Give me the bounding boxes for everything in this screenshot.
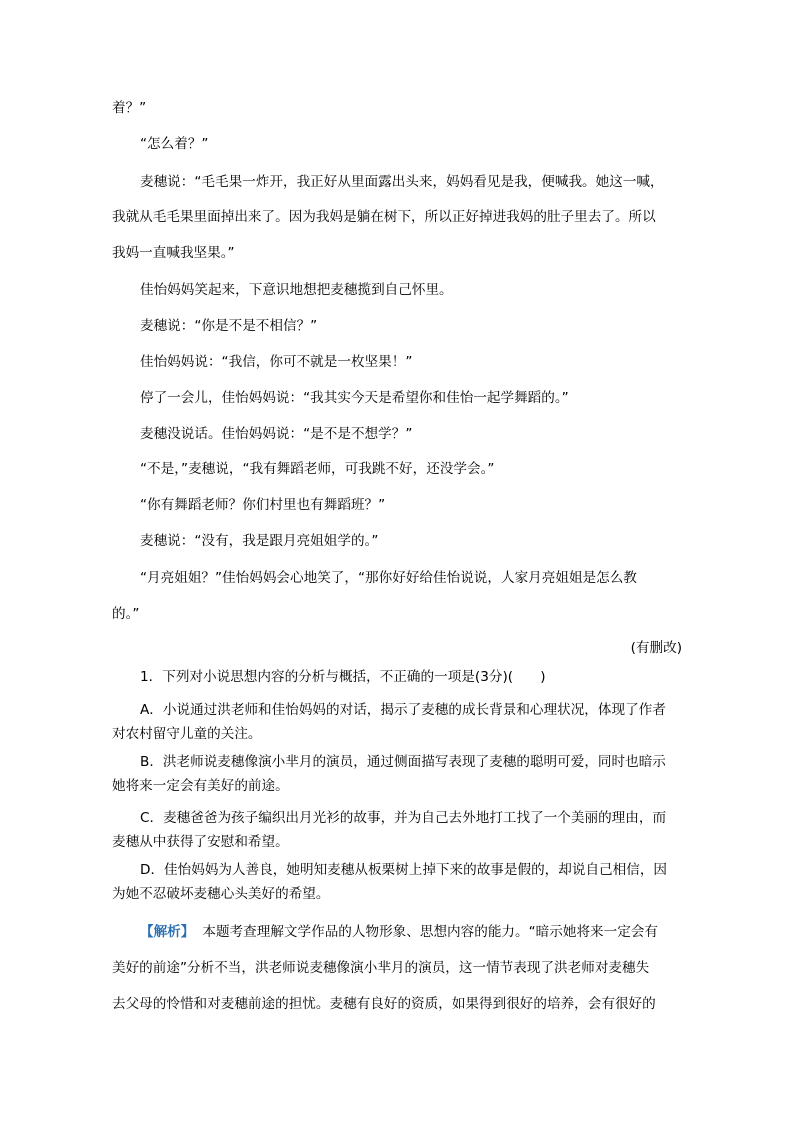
story-line: “月亮姐姐？”佳怡妈妈会心地笑了，“那你好好给佳怡说说，人家月亮姐姐是怎么教 <box>140 570 637 586</box>
analysis-label: 【解析】 <box>140 924 195 940</box>
story-line: 麦穗说：“毛毛果一炸开，我正好从里面露出头来，妈妈看见是我，便喊我。她这一喊， <box>140 174 664 190</box>
story-paragraph: 麦穗说：“你是不是不相信？” <box>140 318 318 334</box>
story-line: 我就从毛毛果里面掉出来了。因为我妈是躺在树下，所以正好掉进我妈的肚子里去了。所以 <box>112 209 656 225</box>
option-a-line: 对农村留守儿童的关注。 <box>112 726 262 742</box>
story-line: 的。” <box>112 606 140 622</box>
option-b-line: B．洪老师说麦穗像演小芈月的演员，通过侧面描写表现了麦穗的聪明可爱，同时也暗示 <box>140 754 666 770</box>
story-paragraph: 佳怡妈妈说：“我信，你可不就是一枚坚果！” <box>140 354 413 370</box>
story-paragraph: 麦穗没说话。佳怡妈妈说：“是不是不想学？” <box>140 426 413 442</box>
option-c-line: 麦穗从中获得了安慰和希望。 <box>112 834 289 850</box>
option-d-line: D．佳怡妈妈为人善良，她明知麦穗从板栗树上掉下来的故事是假的，却说自己相信，因 <box>140 862 668 878</box>
analysis-line: 美好的前途”分析不当，洪老师说麦穗像演小芈月的演员，这一情节表现了洪老师对麦穗失 <box>112 960 650 976</box>
option-d-line: 为她不忍破坏麦穗心头美好的希望。 <box>112 886 330 902</box>
story-paragraph: 麦穗说：“没有，我是跟月亮姐姐学的。” <box>140 533 379 549</box>
story-paragraph: 佳怡妈妈笑起来，下意识地想把麦穗揽到自己怀里。 <box>140 282 453 298</box>
story-line: 着？” <box>112 100 147 116</box>
edit-note: (有删改) <box>630 640 682 656</box>
question-stem: 1．下列对小说思想内容的分析与概括，不正确的一项是(3分)( ) <box>140 669 546 685</box>
story-paragraph: “你有舞蹈老师？你们村里也有舞蹈班？” <box>140 497 386 513</box>
story-paragraph: “怎么着？” <box>140 136 209 152</box>
option-b-line: 她将来一定会有美好的前途。 <box>112 778 289 794</box>
option-c-line: C．麦穗爸爸为孩子编织出月光衫的故事，并为自己去外地打工找了一个美丽的理由，而 <box>140 810 667 826</box>
analysis-line <box>140 922 685 942</box>
story-paragraph: 停了一会儿，佳怡妈妈说：“我其实今天是希望你和佳怡一起学舞蹈的。” <box>140 390 569 406</box>
story-paragraph: “不是，”麦穗说，“我有舞蹈老师，可我跳不好，还没学会。” <box>140 461 495 477</box>
analysis-text: 本题考查理解文学作品的人物形象、思想内容的能力。“暗示她将来一定会有 <box>202 924 659 940</box>
story-line: 我妈一直喊我坚果。” <box>112 245 235 261</box>
option-a-line: A．小说通过洪老师和佳怡妈妈的对话，揭示了麦穗的成长背景和心理状况，体现了作者 <box>140 702 666 718</box>
analysis-line: 去父母的怜惜和对麦穗前途的担忧。麦穗有良好的资质，如果得到很好的培养，会有很好的 <box>112 996 656 1012</box>
